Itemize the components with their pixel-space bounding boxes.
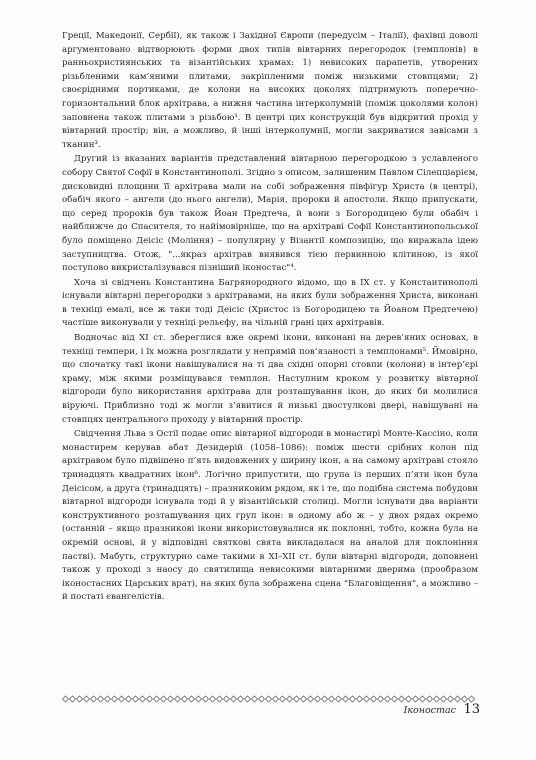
ornament-diamond	[413, 696, 419, 702]
ornament-diamond	[315, 696, 321, 702]
ornament-diamond	[112, 696, 118, 702]
ornament-diamond	[161, 696, 167, 702]
ornament-diamond	[133, 696, 139, 702]
paragraph-4: Водночас від XI ст. збереглися вже окремі ікони, виконані на дерев’яних основах, в техніці темпери, і їх можна розглядати у непрямій пов’язаності з темплонами⁵. Ймовірно, що спочатку такі ікони навішувалися на ті два східні опорні стовпи (колони) в інтер’єрі храму, між якими розміщувався темплон. Наступним кроком у розвитку вівтарної відгороди було використання архітрава для розташування ікон, до яких би молилися віруючі. Приблизно тоді ж могли з’явитися й низькі двостулкові двері, навішувані на стовпцях центрального проходу у вівтарний простір.	[62, 333, 478, 425]
ornament-diamond	[357, 696, 363, 702]
ornament-diamond	[252, 696, 258, 702]
ornament-diamond	[266, 696, 272, 702]
ornament-diamond	[91, 696, 97, 702]
ornament-diamond	[287, 696, 293, 702]
ornament-diamond	[203, 696, 209, 702]
ornament-diamond	[168, 696, 174, 702]
ornament-diamond	[343, 696, 349, 702]
ornament-diamond	[399, 696, 405, 702]
ornament-diamond	[322, 696, 328, 702]
ornament-diamond	[420, 696, 426, 702]
ornament-diamond	[329, 696, 335, 702]
ornamental-divider	[62, 695, 478, 703]
ornament-diamond	[189, 696, 195, 702]
ornament-diamond	[294, 696, 300, 702]
ornament-diamond	[455, 696, 461, 702]
ornament-diamond	[434, 696, 440, 702]
ornament-diamond	[259, 696, 265, 702]
ornament-diamond	[406, 696, 412, 702]
ornament-diamond	[224, 696, 230, 702]
ornament-diamond	[364, 696, 370, 702]
ornament-diamond	[63, 696, 69, 702]
ornament-diamond	[84, 696, 90, 702]
ornament-diamond	[217, 696, 223, 702]
ornament-diamond	[182, 696, 188, 702]
ornament-diamond	[280, 696, 286, 702]
ornament-diamond	[385, 696, 391, 702]
ornament-diamond	[70, 696, 76, 702]
paragraph-1: Греції, Македонії, Сербії), як також і Західної Європи (передусім – Італії), фахівці доволі аргументовано відтворюють форми двох типів вівтарних перегородок (темплонів) в ранньохристиянських та візантійських храмах: 1) невисоких парапетів, утворених різьбленими кам’яними плитами, закріпленими поміж низькими стовпцями; 2) своєрідними портиками, де колони на високих цоколях підтримують поперечно-горизонтальний блок архітрава, а нижня частина інтерколумній (поміж цоколями колон) заповнена також плитами з різьбою¹. В центрі цих конструкцій був відкритий прохід у вівтарний простір; він, а можливо, й інші інтерколумнії, могли закриватися завісами з тканин³.	[62, 31, 478, 150]
ornament-diamond	[427, 696, 433, 702]
ornament-diamond	[126, 696, 132, 702]
ornament-diamond	[308, 696, 314, 702]
ornament-diamond	[154, 696, 160, 702]
body-text	[62, 30, 478, 606]
ornament-diamond	[371, 696, 377, 702]
ornament-diamond	[273, 696, 279, 702]
ornament-diamond	[378, 696, 384, 702]
paragraph-3: Хоча зі свідчень Константина Багрянородного відомо, що в IX ст. у Константинополі існували вівтарні перегородки з архітравами, на яких були зображення Христа, виконані в техніці емалі, все ж таки тоді Деісіс (Христос із Богородицею та Йоаном Предтечею) частіше виконували у техніці рельєфу, на чільній грані цих архітравів.	[62, 277, 478, 329]
ornament-diamond	[140, 696, 146, 702]
ornament-diamond	[77, 696, 83, 702]
ornament-diamond	[301, 696, 307, 702]
paragraph-2: Другий із вказаних варіантів представлений вівтарною перегородкою з уславленого собору Святої Софії в Константинополі. Згідно з описом, залишеним Павлом Сілепціарієм, дисковидні площини її архітрава мали на собі зображення півфігур Христа (в центрі), обабіч якого – ангели (до нього ангели), Марія, пророки й апостоли. Якщо припускати, що серед пророків був також Йоан Предтеча, й вони з Богородицею були обабіч і найближче до Спасителя, то найімовірніше, що на архітраві Софії Константинопольської було поміщено Деісіс (Моління) – популярну у Візантії композицію, що виражала ідею заступництва. Отож, "...якраз архітрав виявився тією первинною клітиною, із якої поступово викристалізувався пізніший іконостас"⁴.	[62, 154, 478, 274]
ornament-diamond	[175, 696, 181, 702]
page-number: 13	[463, 702, 480, 717]
ornament-diamond	[238, 696, 244, 702]
ornament-diamond	[448, 696, 454, 702]
ornament-diamond	[210, 696, 216, 702]
ornament-diamond	[119, 696, 125, 702]
paragraph-5: Свідчення Льва з Остії подає опис вівтарної відгороди в монастирі Монте-Кассіно, коли монастирем керував абат Дезидерій (1058–1086): поміж шести срібних колон під архітравом було підвішено п’ять видовжених у ширину ікон, а на самому архітраві стояло тринадцять квадратних ікон⁶. Логічно припустити, що група із перших п’яти ікон була Деісісом, а друга (тринадцять) – празниковим рядом, як і те, що подібна система побудови вівтарної відгороди існувала тоді й у візантійській столиці. Могли існувати два варіанти конструктивного розташування цих груп ікон: в одному або ж – у двох рядах окремо (останній – якщо празникові ікони використовувалися як поклонні, тобто, кожна була на окремій основі, й у відповідні святкові свята викладалася на аналой для поклоніння пастві). Мабуть, структурно саме такими в XI–XII ст. були вівтарні відгороди, доповнені також у проході з наосу до святилища невисокими вівтарними дверима (прообразом іконостасних Царських врат), на яких була зображена сцена "Благовіщення", а можливо – й постаті євангелістів.	[62, 429, 478, 603]
ornament-diamond	[147, 696, 153, 702]
ornament-diamond	[196, 696, 202, 702]
running-footer-title: Іконостас	[403, 705, 456, 716]
ornament-diamond	[245, 696, 251, 702]
ornament-diamond	[336, 696, 342, 702]
ornament-diamond	[350, 696, 356, 702]
ornament-diamond	[98, 696, 104, 702]
ornament-diamond	[105, 696, 111, 702]
ornament-diamond	[231, 696, 237, 702]
ornament-diamond	[392, 696, 398, 702]
ornament-diamond	[441, 696, 447, 702]
